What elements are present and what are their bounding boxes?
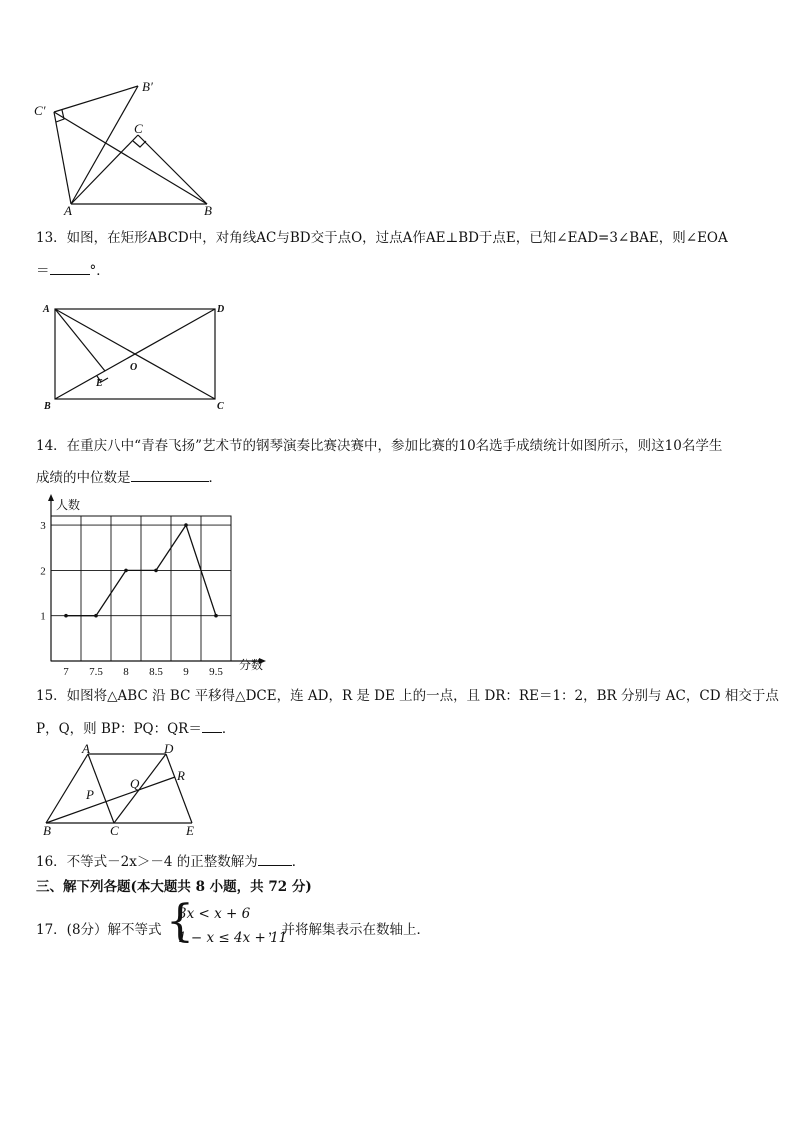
figure-q12 — [30, 72, 230, 217]
question-13-line1: 13．如图，在矩形ABCD中，对角线AC与BD交于点O，过点A作AE⊥BD于点E，已知∠EAD=3∠BAE，则∠EOA — [36, 230, 728, 246]
question-14-line2 — [36, 467, 222, 488]
system-brace: { — [166, 896, 194, 947]
label-b-prime: B′ — [142, 79, 153, 94]
data-point — [124, 569, 128, 573]
x-tick-label: 9 — [183, 666, 189, 676]
label-e: E — [96, 378, 103, 389]
x-tick-label: 8.5 — [149, 666, 163, 676]
q13-equals: ＝ — [36, 263, 50, 279]
q14-answer-blank[interactable] — [131, 467, 209, 482]
x-tick-label: 7.5 — [89, 666, 103, 676]
q16-answer-blank[interactable] — [258, 851, 292, 866]
label-c: C — [134, 121, 143, 136]
label-r: R — [177, 768, 185, 783]
x-axis-label: 分数 — [239, 658, 264, 672]
label-c: C — [110, 823, 119, 838]
label-o: O — [130, 362, 138, 373]
label-b: B — [204, 203, 212, 217]
label-a: A — [64, 203, 72, 217]
x-tick-label: 8 — [123, 666, 129, 676]
label-a: A — [43, 304, 50, 315]
question-14-line1: 14．在重庆八中“青春飞扬”艺术节的钢琴演奏比赛决赛中，参加比赛的10名选手成绩统计如图所示，则这10名学生 — [36, 438, 723, 454]
q15-period: ． — [221, 721, 236, 737]
y-tick-label: 2 — [40, 565, 46, 578]
label-q: Q — [130, 776, 140, 791]
label-b: B — [44, 401, 51, 412]
question-15-line2 — [36, 718, 235, 739]
question-16 — [36, 851, 305, 872]
label-d: D — [217, 304, 225, 315]
q15-prefix: P，Q，则 BP：PQ：QR＝ — [36, 721, 202, 737]
q16-period: ． — [291, 854, 306, 870]
question-17-suffix: ，并将解集表示在数轴上． — [268, 922, 430, 938]
data-point — [64, 614, 68, 618]
question-13-line2 — [36, 260, 110, 281]
q14-period: ． — [208, 470, 222, 486]
q13-answer-blank[interactable] — [50, 260, 90, 275]
label-c: C — [217, 401, 224, 412]
label-b: B — [43, 823, 51, 838]
label-d: D — [164, 741, 174, 756]
q16-text: 16．不等式－2x＞－4 的正整数解为 — [36, 854, 258, 870]
section-3-heading: 三、解下列各题(本大题共 8 小题，共 72 分) — [36, 879, 312, 895]
q15-answer-blank[interactable] — [202, 718, 222, 733]
inequality-1: 3x < x + 6 — [178, 906, 251, 922]
median-chart — [34, 494, 274, 676]
figure-q13-rectangle — [36, 300, 236, 415]
data-point — [154, 569, 158, 573]
y-axis-label: 人数 — [56, 498, 81, 512]
data-point — [214, 614, 218, 618]
y-tick-label: 1 — [40, 610, 46, 623]
data-point — [94, 614, 98, 618]
figure-q15-translation — [36, 740, 206, 840]
label-c-prime: C′ — [34, 103, 46, 118]
label-e: E — [186, 823, 194, 838]
data-point — [184, 523, 188, 527]
label-p: P — [86, 787, 94, 802]
x-tick-label: 9.5 — [209, 666, 223, 676]
label-a: A — [82, 741, 90, 756]
inequality-2: 1 − x ≤ 4x + 11 — [178, 930, 288, 946]
y-axis-arrow — [48, 494, 54, 501]
q14-prefix: 成绩的中位数是 — [36, 470, 131, 486]
x-tick-label: 7 — [63, 666, 69, 676]
question-17-prefix: 17．(8分）解不等式 — [36, 922, 162, 938]
q13-degree: °． — [89, 263, 110, 279]
question-15-line1: 15．如图将△ABC 沿 BC 平移得△DCE，连 AD，R 是 DE 上的一点，且 DR：RE＝1：2，BR 分别与 AC，CD 相交于点 — [36, 688, 779, 704]
y-tick-label: 3 — [40, 520, 46, 533]
